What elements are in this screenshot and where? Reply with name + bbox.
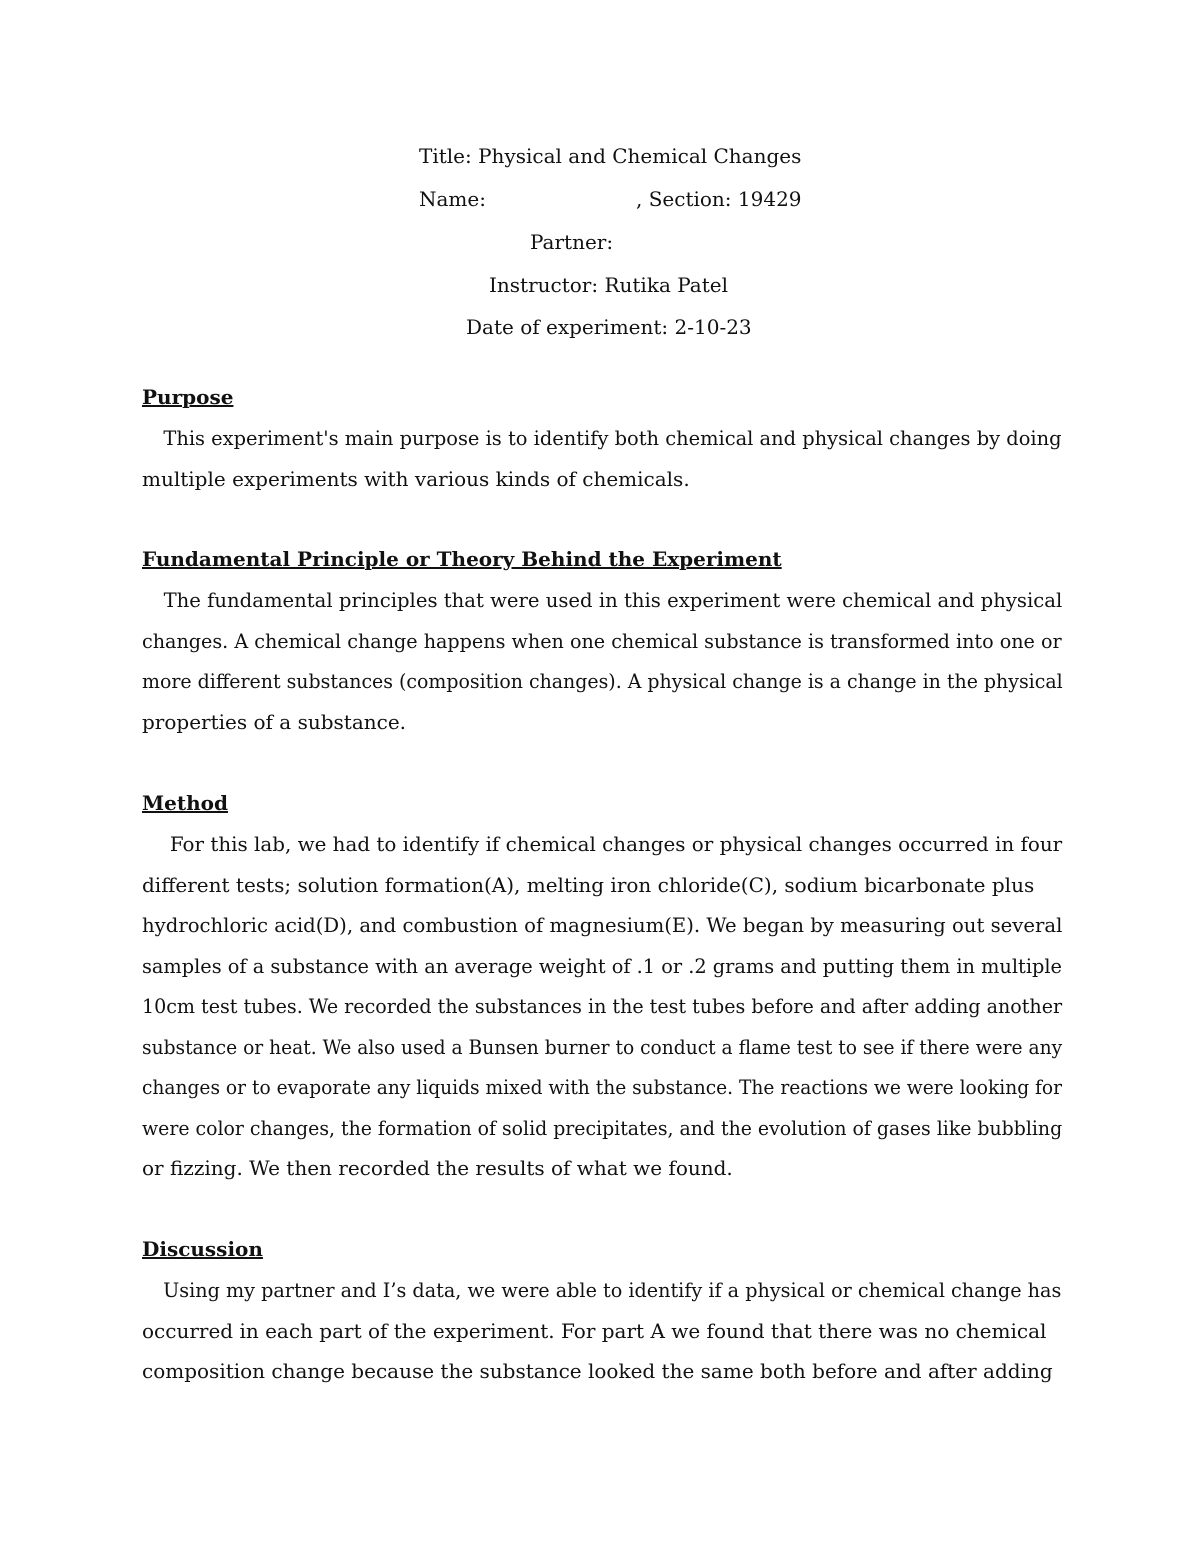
purpose-paragraph <box>142 418 1062 499</box>
partner-line: Partner: <box>530 230 614 254</box>
paragraph-line: occurred in each part of the experiment. For part A we found that there was no chemical <box>142 1318 1047 1343</box>
instructor-line: Instructor: Rutika Patel <box>489 273 728 297</box>
discussion-paragraph <box>142 1270 1062 1392</box>
paragraph-line: hydrochloric acid(D), and combustion of magnesium(E). We began by measuring out several <box>142 913 1063 937</box>
paragraph-line: substance or heat. We also used a Bunsen burner to conduct a flame test to see if there were any <box>142 1034 1063 1059</box>
paragraph-line: The fundamental principles that were used in this experiment were chemical and physical <box>163 588 1063 612</box>
principle-heading: Fundamental Principle or Theory Behind the Experiment <box>142 547 782 571</box>
paragraph-line: properties of a substance. <box>142 709 407 734</box>
method-heading: Method <box>142 791 228 815</box>
paragraph-line: 10cm test tubes. We recorded the substances in the test tubes before and after adding another <box>142 994 1063 1018</box>
paragraph-line: Using my partner and I’s data, we were able to identify if a physical or chemical change has <box>163 1278 1062 1302</box>
purpose-heading: Purpose <box>142 385 234 409</box>
paragraph-line: For this lab, we had to identify if chemical changes or physical changes occurred in four <box>169 832 1063 856</box>
paragraph-line: more different substances (composition changes). A physical change is a change in the physical <box>142 669 1063 693</box>
paragraph-line: multiple experiments with various kinds of chemicals. <box>142 466 690 491</box>
title-line: Title: Physical and Chemical Changes <box>419 144 802 168</box>
paragraph-line: samples of a substance with an average weight of .1 or .2 grams and putting them in multiple <box>142 953 1062 978</box>
paragraph-line: changes or to evaporate any liquids mixed with the substance. The reactions we were looking for <box>142 1075 1063 1099</box>
paragraph-line: changes. A chemical change happens when one chemical substance is transformed into one or <box>142 628 1062 653</box>
discussion-heading: Discussion <box>142 1237 263 1261</box>
method-paragraph <box>142 824 1062 1189</box>
name-label: Name: <box>419 187 486 211</box>
paragraph-line: were color changes, the formation of solid precipitates, and the evolution of gases like bubbling <box>142 1115 1063 1140</box>
date-line: Date of experiment: 2-10-23 <box>466 315 752 339</box>
paragraph-line: or fizzing. We then recorded the results of what we found. <box>142 1156 733 1180</box>
section-line: , Section: 19429 <box>636 187 802 211</box>
paragraph-line: This experiment's main purpose is to identify both chemical and physical changes by doing <box>163 426 1062 450</box>
paragraph-line: composition change because the substance looked the same both before and after adding <box>142 1359 1053 1383</box>
paragraph-line: different tests; solution formation(A), melting iron chloride(C), sodium bicarbonate plus <box>142 872 1035 897</box>
principle-paragraph <box>142 580 1062 742</box>
